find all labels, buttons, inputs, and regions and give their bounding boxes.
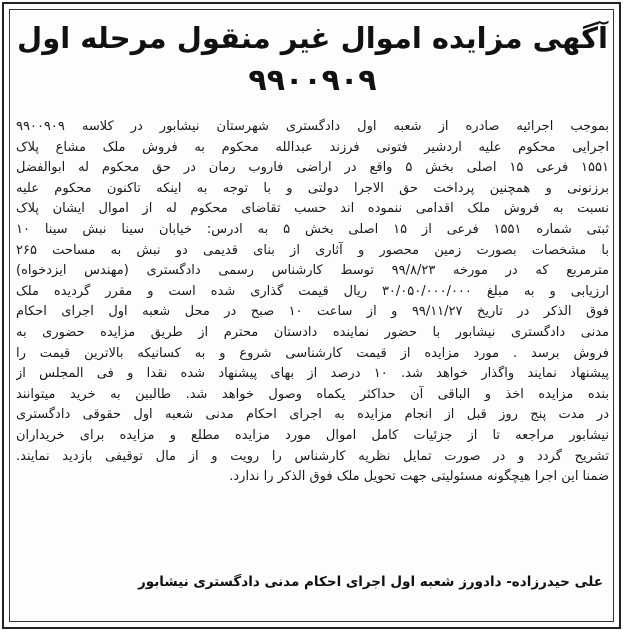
notice-body xyxy=(16,117,609,557)
body-line: در مدت پنج روز قبل از انجام مزایده به اجرای احکام مدنی شعبه اول حقوقی دادگستری xyxy=(16,407,609,423)
body-line: مدنی دادگستری نیشابور با حضور نماینده دادستان محترم از طریق مزایده حضوری به xyxy=(16,324,609,340)
notice-title: آگهی مزایده اموال غیر منقول مرحله اول xyxy=(17,21,608,55)
body-line: فروش برسد . مورد مزایده از قیمت کارشناسی شروع و به کسانیکه بالاترین قیمت را xyxy=(16,345,609,361)
body-line: پیشنهاد نمایند واگذار خواهد شد. ۱۰ درصد از بهای پیشنهاد شده نقدا و فی المجلس از xyxy=(16,366,609,382)
body-line: ضمنا این اجرا هیچگونه مسئولیتی جهت تحویل ملک فوق الذکر را ندارد. xyxy=(229,469,609,485)
body-line: فوق الذکر در تاریخ ۹۹/۱۱/۲۷ و از ساعت ۱۰ صبح در محل شعبه اول اجرای احکام xyxy=(16,304,609,320)
body-line: بنده مزایده اخذ و الباقی آن حداکثر یکماه وصول خواهد شد. طالبین به خرید میتوانند xyxy=(16,386,609,402)
body-line: مترمربع که در مورخه ۹۹/۸/۲۳ توسط کارشناس رسمی دادگستری (مهندس ایزدخواه) xyxy=(16,263,609,279)
body-line: نیشابور مراجعه تا از جزئیات کامل اموال مورد مزایده مطلع و مزایده برای خریداران xyxy=(16,427,609,443)
body-line: برزنونی و همچنین پرداخت حق الاجرا دولتی و با توجه به اینکه تاکنون محکوم علیه xyxy=(16,180,609,196)
case-number: ۹۹۰۰۹۰۹ xyxy=(248,63,377,98)
body-line: بموجب اجرائیه صادره از شعبه اول دادگستری شهرستان نیشابور در کلاسه ۹۹۰۰۹۰۹ xyxy=(16,119,609,134)
body-line: ارزیابی و به مبلغ ۳۰/۰۵۰/۰۰۰/۰۰۰ ریال قیمت گذاری شده است و مقرر گردیده ملک xyxy=(16,283,609,299)
body-line: با مشخصات بصورت زمین محصور و آثاری از بنای قدیمی دو نبش به مساحت ۲۶۵ xyxy=(16,242,609,258)
signature-line: علی حیدرزاده- دادورز شعبه اول اجرای احکام مدنی دادگستری نیشابور xyxy=(138,574,603,590)
body-line: اجرایی محکوم علیه اردشیر فتونی فرزند عبدالله محکوم به فروش ملک مشاع پلاک xyxy=(16,139,609,155)
body-line: نسبت به فروش ملک اقدامی ننموده اند حسب تقاضای محکوم له از اموال ایشان پلاک xyxy=(16,201,609,217)
body-line: ۱۵۵۱ فرعی ۱۵ اصلی بخش ۵ واقع در اراضی فاروب رمان در حق محکوم له ابوالفضل xyxy=(16,160,609,176)
body-line: تشریح گردد و در صورت تمایل نظریه کارشناس را رویت و از مال توقیفی بازدید نمایند. xyxy=(16,448,609,464)
body-line: ثبتی شماره ۱۵۵۱ فرعی از ۱۵ اصلی بخش ۵ به ادرس: خیابان سینا نبش سینا ۱۰ xyxy=(16,221,609,237)
